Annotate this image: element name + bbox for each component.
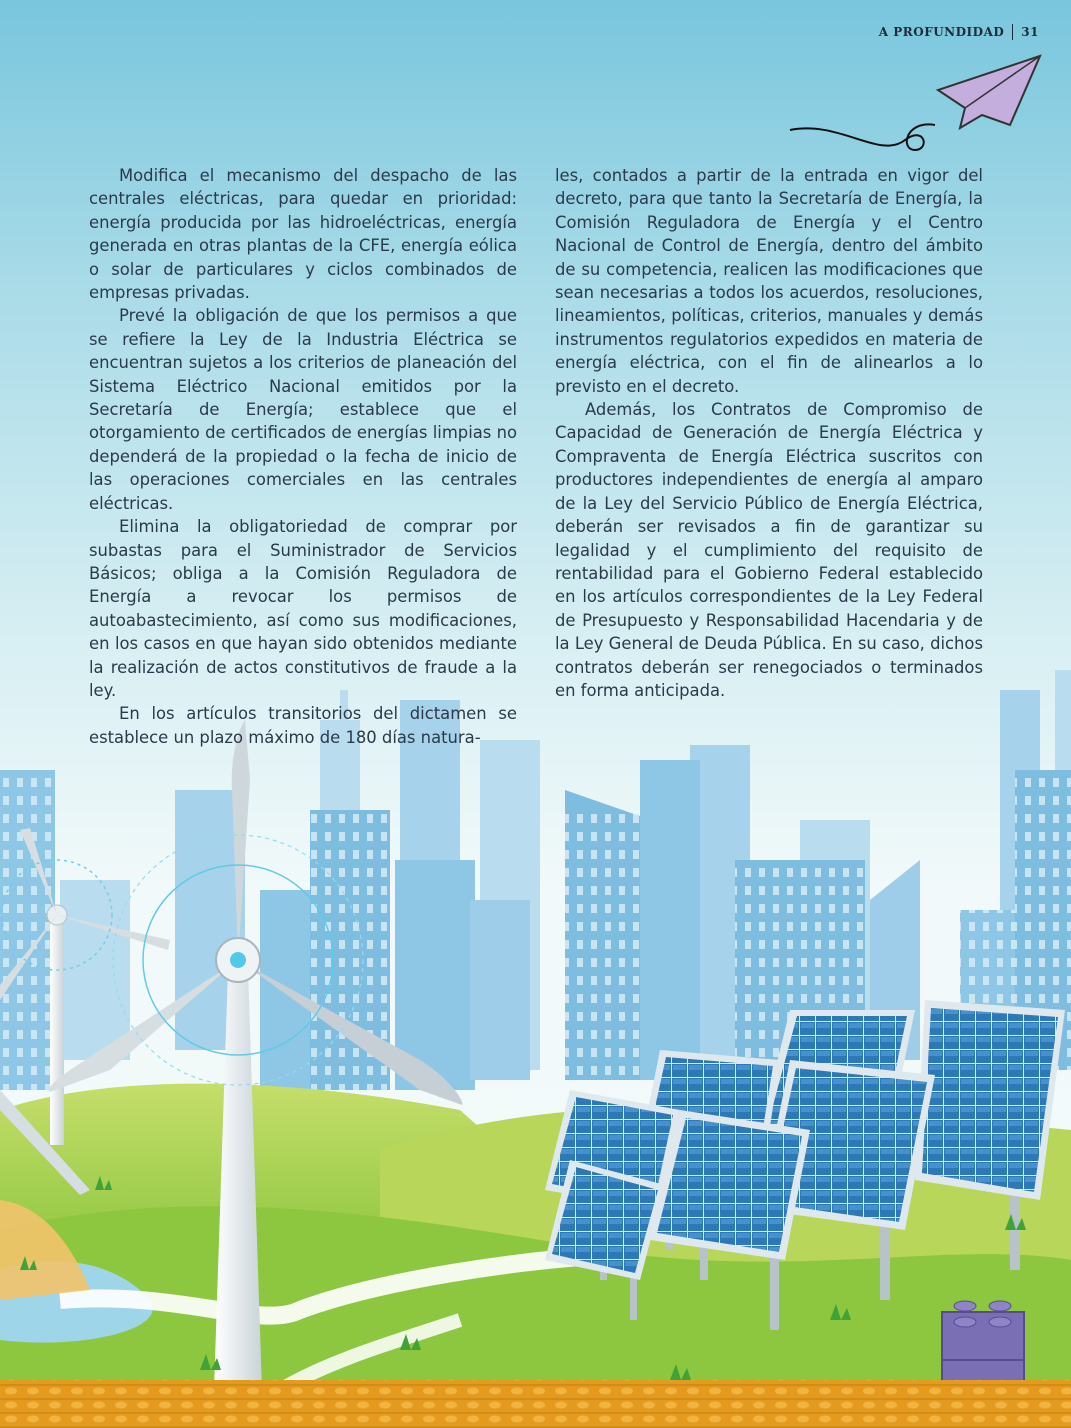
paragraph: En los artículos transitorios del dictamen se establece un plazo máximo de 180 días natura- <box>89 704 517 747</box>
paper-airplane-icon <box>790 56 1040 150</box>
text-column-left <box>89 164 517 749</box>
page-number: 31 <box>1021 25 1039 39</box>
running-header <box>879 24 1039 40</box>
text-column-right <box>555 164 983 702</box>
header-divider <box>1012 24 1013 40</box>
brick-ground <box>0 1380 1071 1428</box>
paragraph: les, contados a partir de la entrada en vigor del decreto, para que tanto la Secretaría de Energía, la Comisión Reguladora de Energía y el Centro Nacional de Control de Energía, dentro del ámbito de su competencia, realicen las modificaciones que sean necesarias a todos los acuerdos, resoluciones, lineamientos, políticas, criterios, manuales y demás instrumentos regulatorios expedidos en materia de energía eléctrica, con el fin de alinearlos a lo previsto en el decreto. <box>555 166 983 396</box>
section-title: A PROFUNDIDAD <box>878 25 1005 39</box>
paragraph: Modifica el mecanismo del despacho de las centrales eléctricas, para quedar en prioridad: energía producida por las hidroeléctricas, energía generada en otras plantas de la CFE, energía eólica o solar de particulares y ciclos combinados de empresas privadas. <box>89 166 517 303</box>
paragraph: Elimina la obligatoriedad de comprar por subastas para el Suministrador de Servicios Básicos; obliga a la Comisión Reguladora de Energía a revocar los permisos de autoabastecimiento, así como sus modificaciones, en los casos en que hayan sido obtenidos mediante la realización de actos constitutivos de fraude a la ley. <box>89 517 517 700</box>
paragraph: Además, los Contratos de Compromiso de Capacidad de Generación de Energía Eléctrica y Compraventa de Energía Eléctrica suscritos con productores independientes de energía al amparo de la Ley del Servicio Público de Energía Eléctrica, deberán ser revisados a fin de garantizar su legalidad y el cumplimiento del requisito de rentabilidad para el Gobierno Federal establecido en los artículos correspondientes de la Ley Federal de Presupuesto y Responsabilidad Hacendaria y de la Ley General de Deuda Pública. En su caso, dichos contratos deberán ser renegociados o terminados en forma anticipada. <box>555 400 983 700</box>
paragraph: Prevé la obligación de que los permisos a que se refiere la Ley de la Industria Eléctrica se encuentran sujetos a los criterios de planeación del Sistema Eléctrico Nacional emitidos por la Secretaría de Energía; establece que el otorgamiento de certificados de energías limpias no dependerá de la propiedad o la fecha de inicio de las operaciones comerciales en las centrales eléctricas. <box>89 306 517 513</box>
